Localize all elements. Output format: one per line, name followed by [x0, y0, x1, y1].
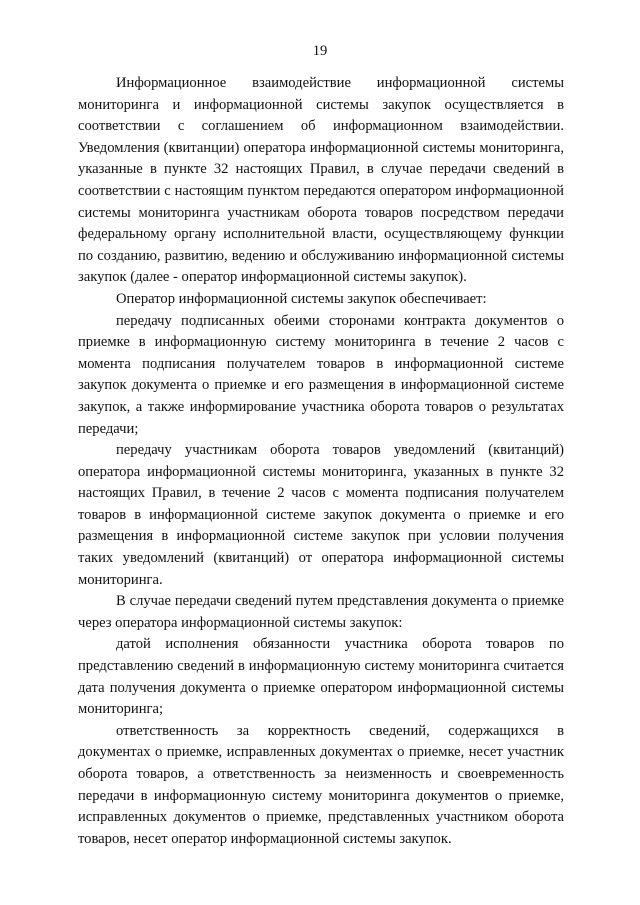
page-number: 19 [312, 43, 328, 59]
paragraph-transfer-documents: передачу подписанных обеими сторонами контракта документов о приемке в информационную систему мониторинга в течение 2 часов с момента подписания получателем товаров в информационной системе закупок документа о приемке и его размещения в информационной системе закупок, а также информирование участника оборота товаров о результатах передачи; [78, 312, 564, 437]
document-body [78, 73, 564, 850]
paragraph-information-interaction: Информационное взаимодействие информационной системы мониторинга и информационной системы закупок осуществляется в соответствии с соглашением об информационном взаимодействии. Уведомления (квитанции) оператора информационной системы мониторинга, указанные в пункте 32 настоящих Правил, в случае передачи сведений в соответствии с настоящим пунктом передаются оператором информационной системы мониторинга участникам оборота товаров посредством передачи федеральному органу исполнительной власти, осуществляющему функции по созданию, развитию, ведению и обслуживанию информационной системы закупок (далее - оператор информационной системы закупок). [78, 75, 564, 286]
paragraph-submission-case: В случае передачи сведений путем представления документа о приемке через оператора информационной системы закупок: [78, 593, 564, 631]
paragraph-obligation-date: датой исполнения обязанности участника оборота товаров по представлению сведений в информационную систему мониторинга считается дата получения документа о приемке оператором информационной системы мониторинга; [78, 636, 564, 718]
paragraph-responsibility: ответственность за корректность сведений, содержащихся в документах о приемке, исправленных документах о приемке, несет участник оборота товаров, а ответственность за неизменность и своевременность передачи в информационную систему мониторинга документов о приемке, исправленных документов о приемке, представленных участником оборота товаров, несет оператор информационной системы закупок. [78, 722, 564, 847]
paragraph-operator-provides: Оператор информационной системы закупок обеспечивает: [116, 290, 487, 307]
paragraph-transfer-notifications: передачу участникам оборота товаров уведомлений (квитанций) оператора информационной системы мониторинга, указанных в пункте 32 настоящих Правил, в течение 2 часов с момента подписания получателем товаров в информационной системе закупок документа о приемке и его размещения в информационной системе закупок при условии получения таких уведомлений (квитанций) от оператора информационной системы мониторинга. [78, 442, 564, 588]
